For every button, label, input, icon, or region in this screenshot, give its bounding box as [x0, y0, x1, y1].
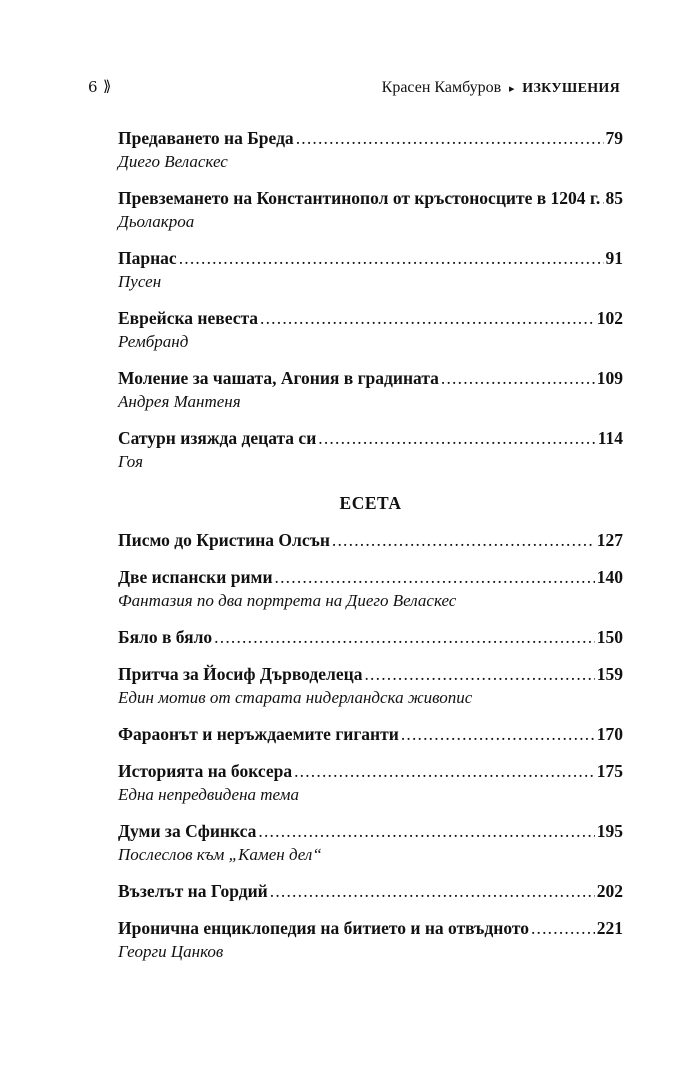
toc-entry-line — [118, 879, 623, 903]
toc-entry-page: 150 — [596, 627, 623, 647]
toc-entry-title: Две испански рими — [118, 567, 273, 587]
toc-entry-line — [118, 306, 623, 330]
toc-entry-page: 102 — [596, 308, 623, 328]
toc-entry-title: Възелът на Гордий — [118, 881, 268, 901]
toc-entry-title: Думи за Сфинкса — [118, 821, 257, 841]
toc-entry-page: 221 — [596, 918, 623, 938]
toc-entry — [118, 759, 623, 806]
toc-entry-line — [118, 662, 623, 686]
dot-leader — [270, 879, 595, 903]
dot-leader — [401, 722, 595, 746]
running-head-title — [382, 78, 620, 97]
toc-entry-page: 170 — [596, 724, 623, 744]
toc-entry-title: Бяло в бяло — [118, 627, 213, 647]
toc-entry-subtitle: Андрея Мантеня — [118, 392, 241, 411]
toc-entry-page: 85 — [605, 188, 623, 208]
toc-entry-title: Моление за чашата, Агония в градината — [118, 368, 439, 388]
author-name: Красен Камбуров — [381, 79, 502, 96]
toc-entry-subtitle: Послеслов към „Камен дел“ — [118, 845, 322, 864]
dot-leader — [260, 306, 595, 330]
toc-entry-subtitle: Дьолакроа — [118, 212, 195, 231]
toc-entry-page: 195 — [596, 821, 623, 841]
dot-leader — [318, 426, 595, 450]
toc-entry — [118, 126, 623, 173]
toc-entry-line — [118, 246, 623, 270]
toc-entry-title: Еврейска невеста — [118, 308, 259, 328]
dot-leader — [179, 246, 604, 270]
toc-entry-line — [118, 528, 623, 552]
toc-entry-line — [118, 759, 623, 783]
toc-entry-title: Превземането на Константинопол от кръстоносците в 1204 г. — [118, 188, 601, 208]
dot-leader — [441, 366, 595, 390]
toc-entry-page: 91 — [605, 248, 623, 268]
toc-entry — [118, 625, 623, 649]
toc-entry-line — [118, 819, 623, 843]
toc-entry — [118, 819, 623, 866]
toc-entry-line — [118, 126, 623, 150]
toc-part-essays — [118, 528, 623, 963]
toc-entry — [118, 426, 623, 473]
toc-entry-title: Сатурн изяжда децата си — [118, 428, 317, 448]
toc-entry-title: Историята на боксера — [118, 761, 293, 781]
toc-entry-page: 175 — [596, 761, 623, 781]
toc-entry-line — [118, 565, 623, 589]
dot-leader — [332, 528, 595, 552]
toc-entry — [118, 186, 623, 233]
toc-entry-title: Парнас — [118, 248, 177, 268]
toc-entry-subtitle: Рембранд — [118, 332, 189, 351]
toc-entry-page: 159 — [596, 664, 623, 684]
toc-entry-subtitle: Диего Веласкес — [118, 152, 228, 171]
dot-leader — [258, 819, 594, 843]
toc-entry-subtitle: Георги Цанков — [118, 942, 224, 961]
toc-entry-subtitle: Гоя — [118, 452, 143, 471]
toc-entry-page: 140 — [596, 567, 623, 587]
ornament-icon: ⟫ — [103, 77, 112, 95]
book-title: ИЗКУШЕНИЯ — [522, 81, 620, 96]
toc-entry-page: 109 — [596, 368, 623, 388]
toc-entry — [118, 879, 623, 903]
running-head — [88, 78, 620, 100]
section-heading: ЕСЕТА — [339, 493, 402, 513]
dot-leader — [296, 126, 604, 150]
toc-entry-subtitle: Фантазия по два портрета на Диего Веласкес — [118, 591, 457, 610]
toc-entry — [118, 565, 623, 612]
toc-entry-subtitle: Един мотив от старата нидерландска живопис — [118, 688, 473, 707]
dot-leader — [364, 662, 594, 686]
toc-entry — [118, 722, 623, 746]
toc-entry-title: Иронична енциклопедия на битието и на отвъдното — [118, 918, 529, 938]
toc-entry-line — [118, 722, 623, 746]
toc-entry-line — [118, 916, 623, 940]
toc-entry-line — [118, 426, 623, 450]
dot-leader — [294, 759, 595, 783]
dot-leader — [602, 186, 603, 210]
dot-leader — [275, 565, 595, 589]
toc-entry-page: 202 — [596, 881, 623, 901]
triangle-separator-icon: ▸ — [508, 82, 515, 95]
toc-entry-title: Притча за Йосиф Дърводелеца — [118, 664, 363, 684]
toc-entry-line — [118, 186, 623, 210]
dot-leader — [214, 625, 595, 649]
dot-leader — [531, 916, 595, 940]
toc-entry — [118, 306, 623, 353]
page-number: 6 — [88, 78, 98, 96]
toc-entry-title: Писмо до Кристина Олсън — [118, 530, 330, 550]
toc-entry-line — [118, 625, 623, 649]
toc-part-paintings — [118, 126, 623, 473]
table-of-contents — [118, 126, 623, 976]
toc-entry — [118, 366, 623, 413]
toc-entry — [118, 246, 623, 293]
toc-entry-subtitle: Една непредвидена тема — [118, 785, 300, 804]
toc-entry — [118, 662, 623, 709]
toc-entry-title: Фараонът и неръждаемите гиганти — [118, 724, 399, 744]
toc-entry-page: 114 — [597, 428, 623, 448]
toc-entry-subtitle: Пусен — [118, 272, 162, 291]
toc-entry-page: 127 — [596, 530, 623, 550]
toc-entry — [118, 528, 623, 552]
toc-entry-title: Предаването на Бреда — [118, 128, 294, 148]
toc-entry-line — [118, 366, 623, 390]
toc-entry-page: 79 — [605, 128, 623, 148]
toc-entry — [118, 916, 623, 963]
